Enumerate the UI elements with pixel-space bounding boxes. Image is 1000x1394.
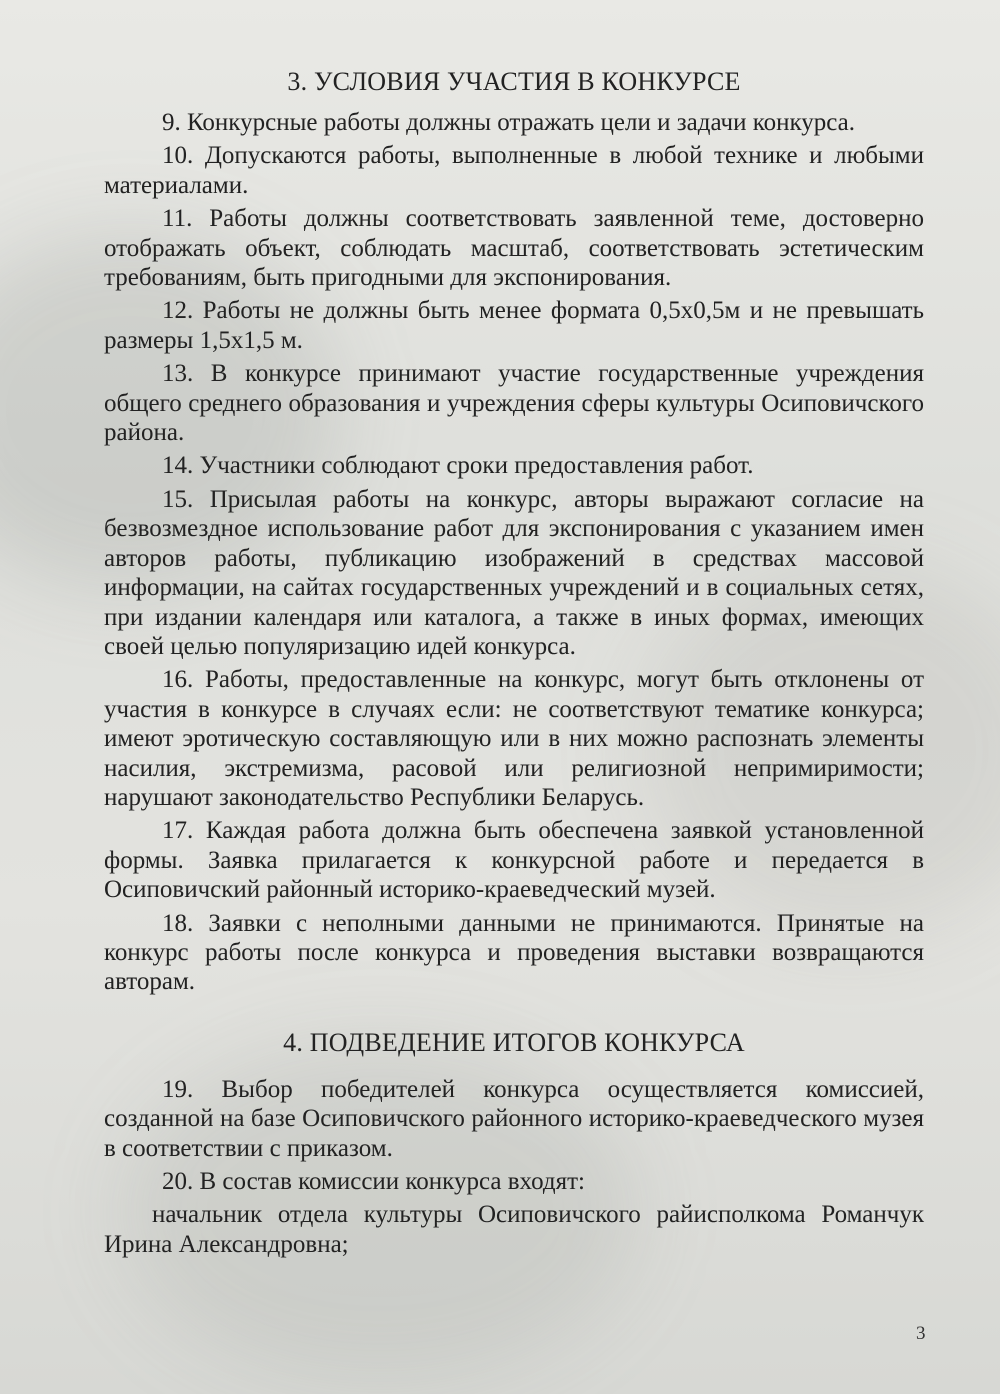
section-title-conditions: 3. УСЛОВИЯ УЧАСТИЯ В КОНКУРСЕ (287, 67, 741, 96)
paragraph-item-9: 9. Конкурсные работы должны отражать цели и задачи конкурса. (162, 109, 856, 136)
paragraph-item-13: 13. В конкурсе принимают участие государственные учреждения общего среднего образования и учреждения сферы культуры Осиповичского района. (104, 360, 924, 447)
paragraph-item-12: 12. Работы не должны быть менее формата 0,5х0,5м и не превышать размеры 1,5х1,5 м. (104, 297, 924, 354)
paragraph-item-14: 14. Участники соблюдают сроки предоставления работ. (162, 452, 754, 480)
paragraph-item-15: 15. Присылая работы на конкурс, авторы выражают согласие на безвозмездное использование работ для экспонирования с указанием имен авторов работы, публикацию изображений в средствах массовой информации, на сайтах государственных учреждений и в социальных сетях, при издании календаря или каталога, а также в иных формах, имеющих своей целью популяризацию идей конкурса. (104, 485, 924, 660)
paragraph-item-20: 20. В состав комиссии конкурса входят: (162, 1168, 585, 1195)
page-number: 3 (916, 1323, 926, 1344)
document-body (104, 62, 924, 1263)
paragraph-item-18: 18. Заявки с неполными данными не принимаются. Принятые на конкурс работы после конкурса и проведения выставки возвращаются авторам. (104, 909, 924, 996)
paragraph-item-19: 19. Выбор победителей конкурса осуществляется комиссией, созданной на базе Осиповичского районного историко-краеведческого музея в соответствии с приказом. (104, 1075, 924, 1162)
commission-member-line: начальник отдела культуры Осиповичского райисполкома Романчук Ирина Александровна; (104, 1201, 924, 1258)
section-title-results: 4. ПОДВЕДЕНИЕ ИТОГОВ КОНКУРСА (283, 1027, 745, 1057)
paragraph-item-10: 10. Допускаются работы, выполненные в любой технике и любыми материалами. (104, 142, 924, 199)
paragraph-item-16: 16. Работы, предоставленные на конкурс, могут быть отклонены от участия в конкурсе в случаях если: не соответствуют тематике конкурса; имеют эротическую составляющую или в них можно распознать элементы насилия, экстремизма, расовой или религиозной непримиримости; нарушают законодательство Республики Беларусь. (104, 666, 924, 811)
paragraph-item-11: 11. Работы должны соответствовать заявленной теме, достоверно отображать объект, соблюдать масштаб, соответствовать эстетическим требованиям, быть пригодными для экспонирования. (104, 205, 924, 292)
paragraph-item-17: 17. Каждая работа должна быть обеспечена заявкой установленной формы. Заявка прилагается к конкурсной работе и передается в Осиповичский районный историко-краеведческий музей. (104, 817, 924, 904)
